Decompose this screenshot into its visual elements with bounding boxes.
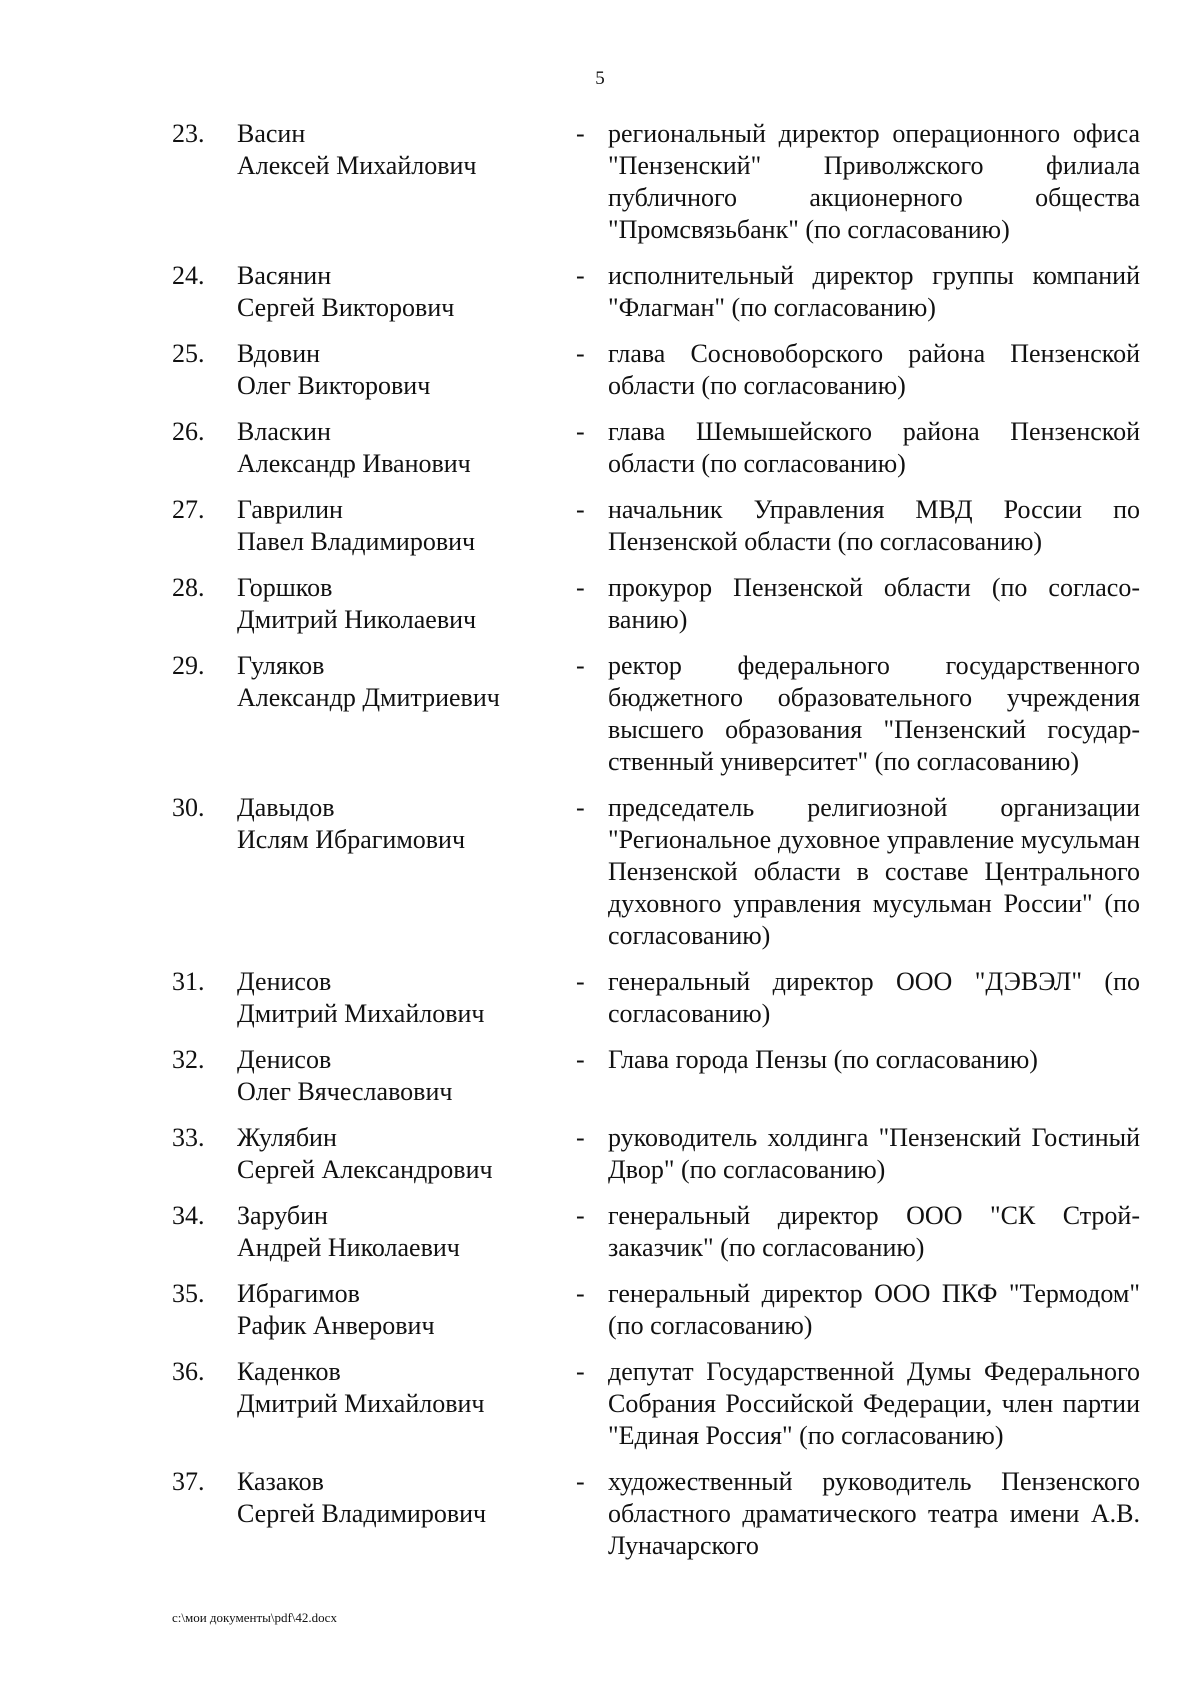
- member-position: генеральный директор ООО ПКФ "Термодом" (по согласованию): [608, 1279, 1140, 1340]
- item-number: 35.: [172, 1279, 205, 1308]
- member-surname: Зарубин: [237, 1201, 328, 1230]
- dash-separator: -: [576, 793, 585, 822]
- list-item: [0, 260, 1200, 324]
- member-surname: Жулябин: [237, 1123, 337, 1152]
- member-surname: Давыдов: [237, 793, 335, 822]
- item-number: 33.: [172, 1123, 205, 1152]
- member-name: [237, 338, 547, 402]
- item-number: 26.: [172, 417, 205, 446]
- list-item: [0, 572, 1200, 636]
- member-surname: Васин: [237, 119, 306, 148]
- member-surname: Денисов: [237, 967, 332, 996]
- item-number: 23.: [172, 119, 205, 148]
- dash-separator: -: [576, 967, 585, 996]
- member-given-name: Сергей Викторович: [237, 293, 455, 322]
- dash-separator: -: [576, 1201, 585, 1230]
- item-number: 36.: [172, 1357, 205, 1386]
- member-position: прокурор Пензенской области (по согласо-ванию): [608, 573, 1140, 634]
- dash-separator: -: [576, 261, 585, 290]
- member-given-name: Ислям Ибрагимович: [237, 825, 466, 854]
- member-position: руководитель холдинга "Пензенский Гостиный Двор" (по согласованию): [608, 1123, 1140, 1184]
- list-item: [0, 1122, 1200, 1186]
- item-number: 30.: [172, 793, 205, 822]
- member-surname: Казаков: [237, 1467, 324, 1496]
- member-surname: Вдовин: [237, 339, 321, 368]
- member-given-name: Александр Дмитриевич: [237, 683, 500, 712]
- member-surname: Ибрагимов: [237, 1279, 360, 1308]
- member-given-name: Алексей Михайлович: [237, 151, 477, 180]
- dash-separator: -: [576, 119, 585, 148]
- dash-separator: -: [576, 1467, 585, 1496]
- member-list: [0, 118, 1200, 1576]
- list-item: [0, 118, 1200, 246]
- member-given-name: Андрей Николаевич: [237, 1233, 460, 1262]
- member-position: региональный директор операционного офиса "Пензенский" Приволжского филиала публичного акционерного общества "Промсвязьбанк" (по согласованию): [608, 119, 1140, 244]
- member-name: [237, 1122, 547, 1186]
- dash-separator: -: [576, 1123, 585, 1152]
- list-item: [0, 1466, 1200, 1562]
- list-item: [0, 1278, 1200, 1342]
- file-path-footer: c:\мои документы\pdf\42.docx: [172, 1610, 337, 1625]
- member-given-name: Дмитрий Михайлович: [237, 1389, 485, 1418]
- member-position: глава Сосновоборского района Пензенской области (по согласованию): [608, 339, 1140, 400]
- dash-separator: -: [576, 339, 585, 368]
- dash-separator: -: [576, 417, 585, 446]
- member-surname: Каденков: [237, 1357, 341, 1386]
- item-number: 25.: [172, 339, 205, 368]
- list-item: [0, 966, 1200, 1030]
- member-position: ректор федерального государственного бюджетного образовательного учреждения высшего образования "Пензенский государ-ственный университет" (по согласованию): [608, 651, 1140, 776]
- member-position: начальник Управления МВД России по Пензенской области (по согласованию): [608, 495, 1140, 556]
- member-name: [237, 966, 547, 1030]
- member-name: [237, 792, 547, 856]
- member-surname: Горшков: [237, 573, 333, 602]
- member-name: [237, 494, 547, 558]
- dash-separator: -: [576, 495, 585, 524]
- member-name: [237, 260, 547, 324]
- member-name: [237, 1200, 547, 1264]
- member-position: глава Шемышейского района Пензенской области (по согласованию): [608, 417, 1140, 478]
- list-item: [0, 338, 1200, 402]
- member-position: художественный руководитель Пензенского областного драматического театра имени А.В. Луначарского: [608, 1467, 1140, 1560]
- member-name: [237, 572, 547, 636]
- dash-separator: -: [576, 651, 585, 680]
- dash-separator: -: [576, 1357, 585, 1386]
- list-item: [0, 650, 1200, 778]
- dash-separator: -: [576, 1045, 585, 1074]
- member-given-name: Олег Вячеславович: [237, 1077, 453, 1106]
- member-name: [237, 1044, 547, 1108]
- item-number: 32.: [172, 1045, 205, 1074]
- member-position: генеральный директор ООО "СК Строй-заказчик" (по согласованию): [608, 1201, 1140, 1262]
- member-position: Глава города Пензы (по согласованию): [608, 1045, 1038, 1074]
- list-item: [0, 416, 1200, 480]
- page-number: 5: [595, 68, 605, 89]
- item-number: 27.: [172, 495, 205, 524]
- member-position: председатель религиозной организации "Региональное духовное управление мусульман Пензенской области в составе Центрального духовного управления мусульман России" (по согласованию): [608, 793, 1140, 950]
- member-position: исполнительный директор группы компаний "Флагман" (по согласованию): [608, 261, 1140, 322]
- member-name: [237, 416, 547, 480]
- member-given-name: Олег Викторович: [237, 371, 431, 400]
- member-name: [237, 1466, 547, 1530]
- member-given-name: Александр Иванович: [237, 449, 471, 478]
- dash-separator: -: [576, 573, 585, 602]
- member-given-name: Сергей Владимирович: [237, 1499, 487, 1528]
- member-surname: Денисов: [237, 1045, 332, 1074]
- member-name: [237, 118, 547, 182]
- item-number: 24.: [172, 261, 205, 290]
- dash-separator: -: [576, 1279, 585, 1308]
- item-number: 37.: [172, 1467, 205, 1496]
- member-name: [237, 650, 547, 714]
- item-number: 34.: [172, 1201, 205, 1230]
- member-name: [237, 1356, 547, 1420]
- list-item: [0, 792, 1200, 952]
- member-surname: Васянин: [237, 261, 332, 290]
- list-item: [0, 1200, 1200, 1264]
- member-position: генеральный директор ООО "ДЭВЭЛ" (по согласованию): [608, 967, 1140, 1028]
- member-given-name: Дмитрий Михайлович: [237, 999, 485, 1028]
- item-number: 31.: [172, 967, 205, 996]
- member-given-name: Павел Владимирович: [237, 527, 476, 556]
- member-given-name: Дмитрий Николаевич: [237, 605, 477, 634]
- member-name: [237, 1278, 547, 1342]
- list-item: [0, 1356, 1200, 1452]
- item-number: 28.: [172, 573, 205, 602]
- member-position: депутат Государственной Думы Федерального Собрания Российской Федерации, член партии "Единая Россия" (по согласованию): [608, 1357, 1140, 1450]
- member-surname: Гуляков: [237, 651, 325, 680]
- list-item: [0, 1044, 1200, 1108]
- member-surname: Власкин: [237, 417, 331, 446]
- item-number: 29.: [172, 651, 205, 680]
- member-given-name: Рафик Анверович: [237, 1311, 435, 1340]
- member-surname: Гаврилин: [237, 495, 343, 524]
- list-item: [0, 494, 1200, 558]
- member-given-name: Сергей Александрович: [237, 1155, 493, 1184]
